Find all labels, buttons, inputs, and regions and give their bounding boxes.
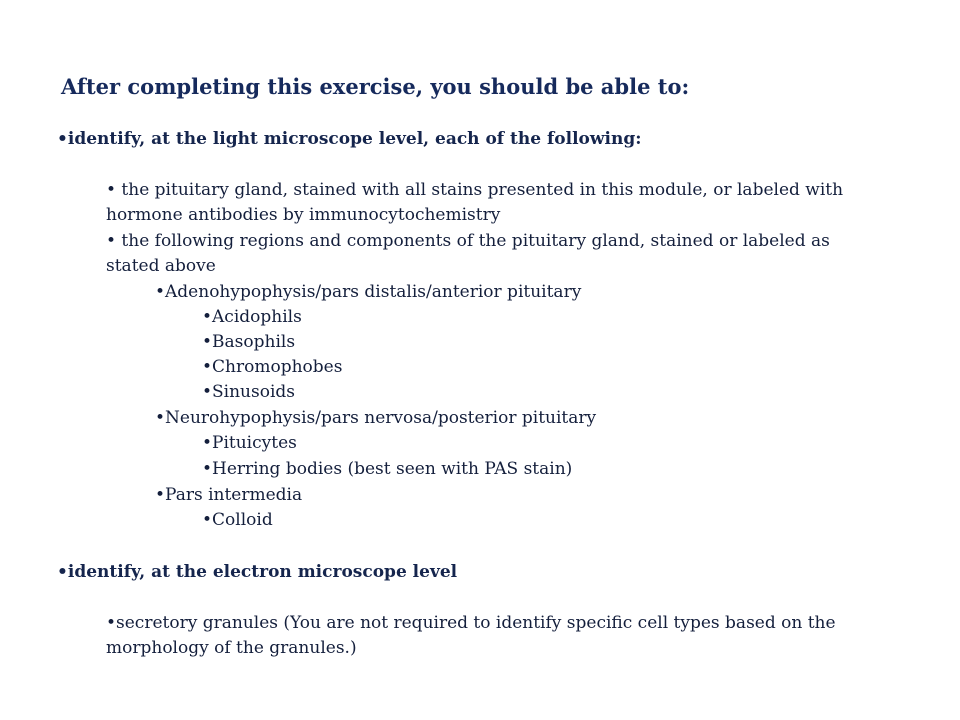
component-chromophobes: •Chromophobes: [202, 357, 343, 377]
pituitary-gland-item-line-2: hormone antibodies by immunocytochemistry: [106, 205, 501, 225]
region-pars-intermedia: •Pars intermedia: [155, 485, 303, 505]
component-colloid: •Colloid: [202, 510, 273, 530]
pituitary-gland-item-line-1: • the pituitary gland, stained with all stains presented in this module, or labeled with: [106, 180, 844, 200]
secretory-granules-line-2: morphology of the granules.): [106, 638, 357, 658]
region-neurohypophysis: •Neurohypophysis/pars nervosa/posterior pituitary: [155, 408, 597, 428]
component-basophils: •Basophils: [202, 332, 296, 352]
light-microscope-objective: •identify, at the light microscope level, each of the following:: [57, 129, 642, 149]
component-sinusoids: •Sinusoids: [202, 382, 296, 402]
component-pituicytes: •Pituicytes: [202, 433, 297, 453]
component-acidophils: •Acidophils: [202, 307, 302, 327]
electron-microscope-objective: •identify, at the electron microscope level: [57, 562, 458, 582]
regions-item-line-2: stated above: [106, 256, 216, 276]
region-adenohypophysis: •Adenohypophysis/pars distalis/anterior pituitary: [155, 282, 582, 302]
slide-heading: After completing this exercise, you should be able to:: [61, 74, 690, 99]
regions-item-line-1: • the following regions and components of the pituitary gland, stained or labeled as: [106, 231, 830, 251]
secretory-granules-line-1: •secretory granules (You are not required to identify specific cell types based on the: [106, 613, 836, 633]
component-herring-bodies: •Herring bodies (best seen with PAS stain): [202, 459, 573, 479]
